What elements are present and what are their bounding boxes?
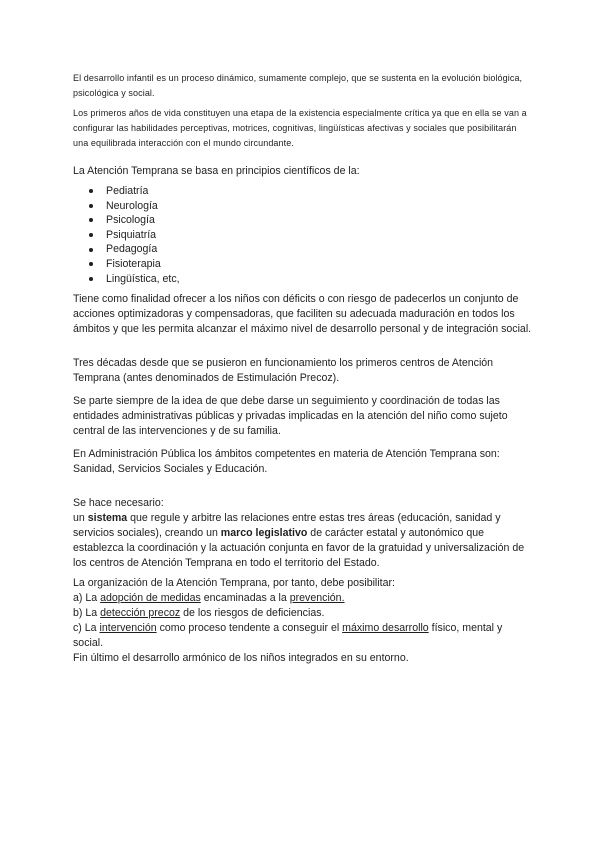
necessity-lead: Se hace necesario: — [73, 497, 164, 510]
underlined-term: máximo desarrollo — [342, 622, 429, 635]
finality-paragraph: Tiene como finalidad ofrecer a los niños con déficits o con riesgo de padecerlos un conjunto de acciones optimizadoras y compensadoras, que faciliten su adecuada maduración en todos los ámbitos y que les permita alcanzar el máximo nivel de desarrollo personal y de integración social. — [73, 293, 532, 336]
list-item — [89, 213, 533, 228]
text-run: a) La — [73, 592, 101, 605]
text-run: que regule y arbitre las relaciones entre estas tres áreas (educación, sanidad y servicios sociales), creando un — [73, 512, 501, 540]
text-run: físico, mental y social. — [73, 622, 503, 650]
emphasis-marco-legislativo: marco legislativo — [220, 527, 308, 540]
text-run: b) La — [73, 607, 101, 620]
list-item — [89, 272, 533, 287]
text-run: un — [73, 512, 88, 525]
list-item — [89, 184, 533, 199]
bullet-icon — [89, 262, 93, 266]
list-item-label: Psicología — [106, 214, 155, 227]
bullet-icon — [89, 277, 93, 281]
bullet-icon — [89, 248, 93, 252]
underlined-term: intervención — [99, 622, 157, 635]
list-item-label: Fisioterapia — [106, 257, 161, 270]
list-item — [89, 199, 533, 214]
document-page — [73, 71, 533, 666]
necessity-paragraph — [73, 511, 533, 571]
list-item-label: Lingüística, etc, — [106, 272, 180, 285]
list-item-label: Pediatría — [106, 185, 149, 197]
coordination-paragraph: Se parte siempre de la idea de que debe darse un seguimiento y coordinación de todas las entidades administrativas públicas y privadas implicadas en la atención del niño como sujeto central de las intervenciones y de su familia. — [73, 395, 508, 438]
text-run: de los riesgos de deficiencias. — [180, 607, 325, 620]
list-item-label: Psiquiatría — [106, 228, 157, 241]
emphasis-sistema: sistema — [87, 512, 128, 525]
intro-paragraph-2: Los primeros años de vida constituyen una etapa de la existencia especialmente crítica ya que en ella se van a configurar las habilidades perceptivas, motrices, cognitivas, lingüísticas afectivas y sociales que posibilitarán una equilibrada interacción con el mundo circundante. — [73, 108, 527, 148]
bullet-icon — [89, 189, 93, 193]
organization-item-c — [73, 621, 533, 651]
underlined-term: prevención. — [289, 592, 345, 605]
list-item — [89, 242, 533, 257]
text-run: encaminadas a la — [200, 592, 290, 605]
bullet-icon — [89, 218, 93, 222]
intro-paragraph-1: El desarrollo infantil es un proceso dinámico, sumamente complejo, que se sustenta en la evolución biológica, psicológica y social. — [73, 73, 523, 98]
list-item — [89, 228, 533, 243]
bullet-icon — [89, 204, 93, 208]
text-run: de carácter estatal y autonómico que establezca la coordinación y la actuación conjunta en favor de la gratuidad y universalización de los centros de Atención Temprana en todo el territorio del Estado. — [73, 527, 525, 570]
organization-item-b — [73, 606, 533, 621]
list-item-label: Neurología — [106, 199, 158, 212]
text-run: como proceso tendente a conseguir el — [156, 622, 343, 635]
organization-lead: La organización de la Atención Temprana, por tanto, debe posibilitar: — [73, 577, 395, 590]
organization-item-a — [73, 591, 533, 606]
administration-paragraph: En Administración Pública los ámbitos competentes en materia de Atención Temprana son: Sanidad, Servicios Sociales y Educación. — [73, 448, 500, 476]
underlined-term: adopción de medidas — [100, 592, 201, 605]
bullet-icon — [89, 233, 93, 237]
underlined-term: detección precoz — [100, 607, 181, 620]
organization-final: Fin último el desarrollo armónico de los niños integrados en su entorno. — [73, 652, 409, 665]
text-run: c) La — [73, 622, 100, 635]
history-paragraph: Tres décadas desde que se pusieron en funcionamiento los primeros centros de Atención Temprana (antes denominados de Estimulación Precoz). — [73, 357, 494, 385]
list-item — [89, 257, 533, 272]
principles-list — [73, 184, 533, 286]
list-item-label: Pedagogía — [106, 243, 158, 256]
principles-intro: La Atención Temprana se basa en principios científicos de la: — [73, 165, 360, 177]
